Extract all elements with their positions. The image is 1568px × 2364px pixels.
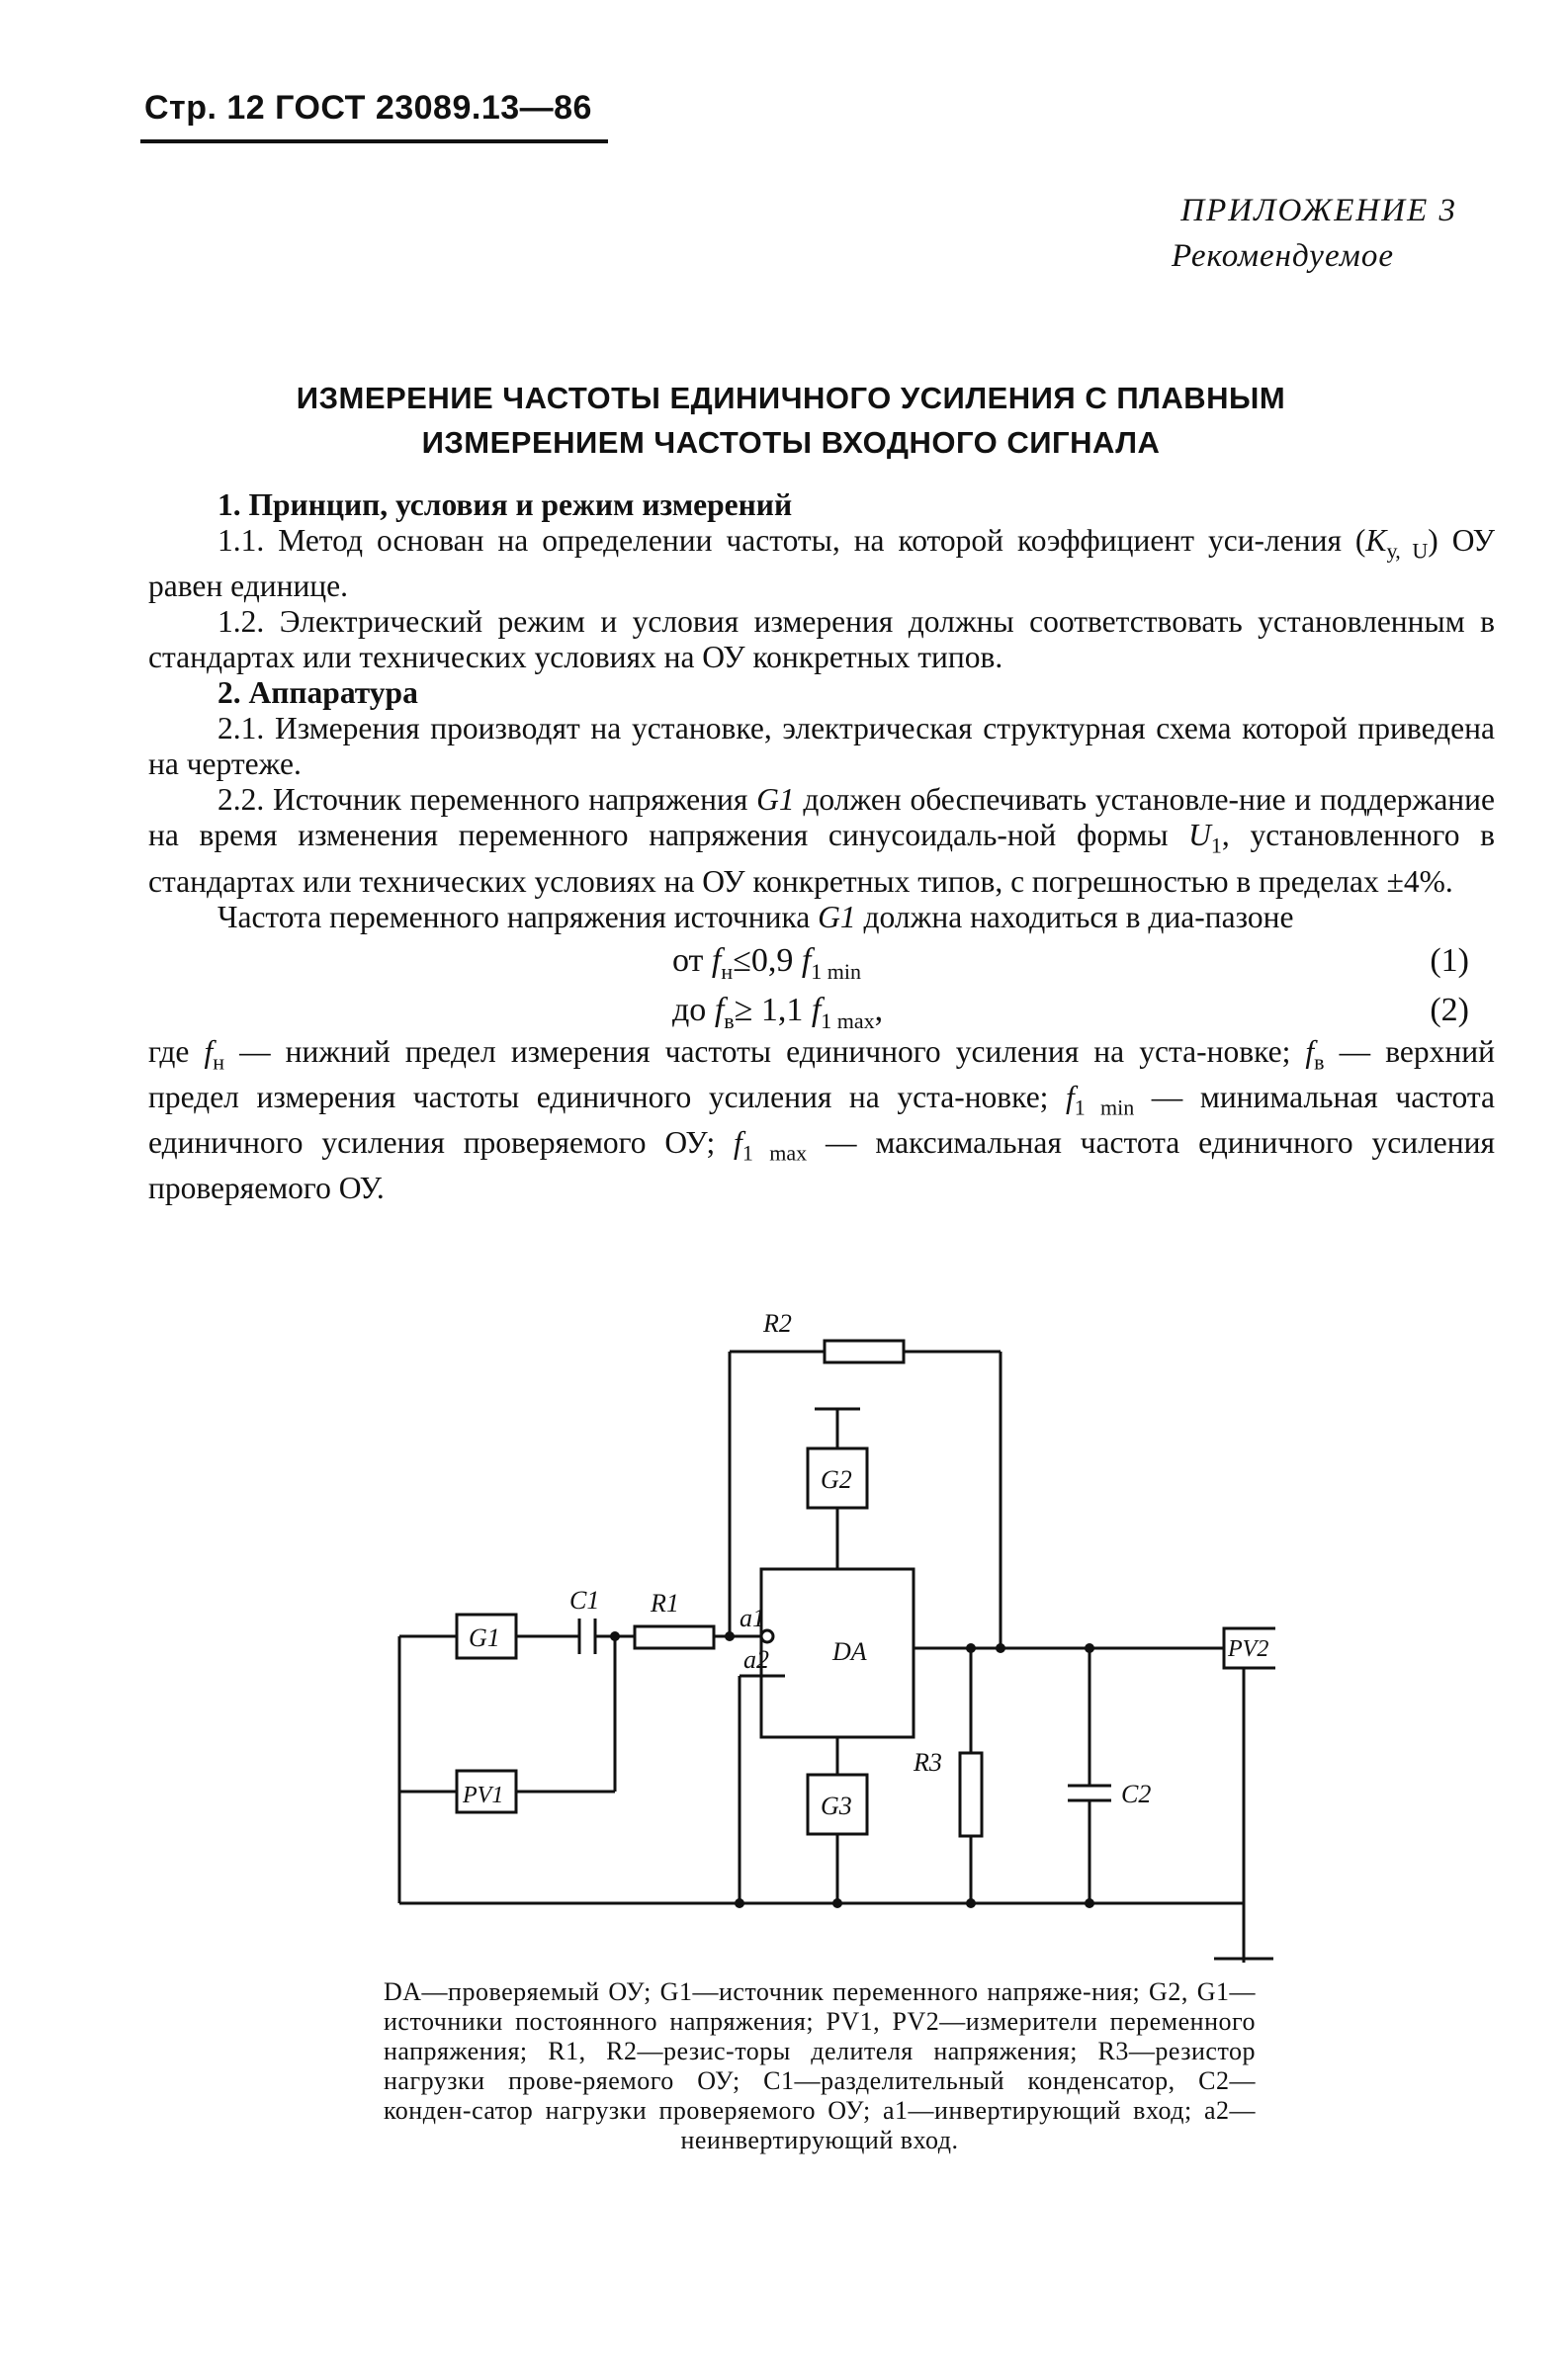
formula-1-rel: ≤0,9 — [733, 941, 802, 979]
formula-1 — [148, 935, 1495, 985]
formula-2-rel: ≥ 1,1 — [734, 991, 812, 1028]
p1-1-text-a: 1.1. Метод основан на определении частоты, на которой коэффициент уси-ления ( — [218, 523, 1366, 558]
junction-dot — [610, 1631, 620, 1641]
where-f3: f — [1066, 1079, 1075, 1114]
p2-2-text-b: должен обеспечивать установле-ние и поддержание на время изменения переменного напряжения синусоидаль-ной формы — [148, 782, 1495, 853]
where-a: где — [148, 1033, 205, 1069]
header-rule — [140, 139, 608, 143]
where-f4: f — [734, 1125, 742, 1161]
where-s4: 1 max — [741, 1140, 808, 1166]
label-c1: C1 — [569, 1586, 600, 1615]
label-a2: a2 — [743, 1645, 769, 1674]
appendix-label: ПРИЛОЖЕНИЕ 3 — [1180, 193, 1457, 228]
formula-1-sym: f — [711, 941, 722, 979]
formula-2-post: , — [874, 991, 884, 1028]
label-g1: G1 — [469, 1623, 500, 1652]
where-s2: в — [1314, 1048, 1325, 1074]
label-a1: a1 — [740, 1604, 765, 1632]
formula-2 — [148, 985, 1495, 1034]
formula-2-sym2: f — [811, 991, 822, 1028]
appendix-status: Рекомендуемое — [1171, 238, 1394, 274]
p2-3-text-b: должна находиться в диа-пазоне — [855, 899, 1294, 934]
p1-1-subscript: у, U — [1386, 538, 1429, 564]
where-f2: f — [1305, 1033, 1315, 1069]
paragraph-1-2: 1.2. Электрический режим и условия измерения должны соответствовать установленным в стандартах или технических условиях на ОУ конкретных типов. — [148, 604, 1495, 675]
junction-dot — [966, 1898, 976, 1908]
junction-dot — [832, 1898, 842, 1908]
r2-resistor — [825, 1341, 904, 1362]
label-c2: C2 — [1121, 1780, 1152, 1808]
label-r3: R3 — [914, 1748, 942, 1777]
paragraph-2-2 — [148, 782, 1495, 899]
r3-resistor — [960, 1753, 982, 1836]
p2-3-g1: G1 — [818, 899, 856, 934]
formula-1-pre: от — [672, 941, 712, 979]
formula-1-number: (1) — [1430, 941, 1469, 979]
title-line-1: ИЗМЕРЕНИЕ ЧАСТОТЫ ЕДИНИЧНОГО УСИЛЕНИЯ С ПЛАВНЫМ — [296, 381, 1286, 415]
where-d: — минимальная частота единичного усиления проверяемого ОУ; — [148, 1079, 1495, 1161]
formula-2-sym: f — [714, 991, 725, 1028]
junction-dot — [966, 1643, 976, 1653]
paragraph-2-1: 2.1. Измерения производят на установке, электрическая структурная схема которой приведена на чертеже. — [148, 711, 1495, 782]
where-c: — верхний предел измерения частоты единичного усиления на уста-новке; — [148, 1033, 1495, 1114]
label-g2: G2 — [821, 1465, 852, 1494]
junction-dot — [996, 1643, 1005, 1653]
title-line-2: ИЗМЕРЕНИЕМ ЧАСТОТЫ ВХОДНОГО СИГНАЛА — [421, 425, 1161, 460]
p1-1-text-b: ) ОУ равен единице. — [148, 523, 1495, 604]
junction-dot — [735, 1898, 744, 1908]
label-r1: R1 — [651, 1589, 679, 1618]
p2-2-text-a: 2.2. Источник переменного напряжения — [218, 782, 757, 818]
where-e: — максимальная частота единичного усиления проверяемого ОУ. — [148, 1125, 1495, 1206]
paragraph-2-3 — [148, 900, 1495, 935]
p2-2-u-sub: 1 — [1210, 832, 1222, 858]
p1-1-symbol: K — [1365, 523, 1387, 558]
paragraph-1-1 — [148, 523, 1495, 604]
where-b: — нижний предел измерения частоты единичного усиления на уста-новке; — [224, 1033, 1306, 1069]
label-r2: R2 — [763, 1310, 792, 1338]
appendix-block — [1172, 188, 1457, 279]
label-da: DA — [832, 1637, 867, 1666]
figure-caption: DA—проверяемый ОУ; G1—источник переменного напряже-ния; G2, G1—источники постоянного напряжения; PV1, PV2—измерители переменного напряжения; R1, R2—резис-торы делителя напряжения; R3—резистор нагрузки прове-ряемого ОУ; C1—разделительный конденсатор, C2—конден-сатор нагрузки проверяемого ОУ; a1—инвертирующий вход; a2—неинвертирующий вход. — [384, 1977, 1256, 2154]
where-s1: н — [213, 1048, 224, 1074]
document-title — [148, 376, 1434, 465]
where-s3: 1 min — [1074, 1094, 1135, 1120]
formula-1-sym2: f — [801, 941, 812, 979]
where-paragraph — [148, 1034, 1495, 1207]
junction-dot — [1085, 1643, 1094, 1653]
p2-2-u: U — [1188, 818, 1211, 853]
p2-3-text-a: Частота переменного напряжения источника — [218, 899, 819, 934]
body-text — [148, 487, 1495, 1206]
formula-1-sub: н — [721, 958, 734, 984]
section-1-heading: 1. Принцип, условия и режим измерений — [218, 487, 793, 522]
page-header: Стр. 12 ГОСТ 23089.13—86 — [144, 89, 592, 127]
p2-2-text-c: , установленного в стандартах или технических условиях на ОУ конкретных типов, с погрешностью в пределах ±4%. — [148, 818, 1495, 899]
p2-2-g1: G1 — [756, 782, 795, 818]
formula-1-sub2: 1 min — [811, 958, 862, 984]
formula-2-sub: в — [724, 1007, 735, 1033]
r1-resistor — [635, 1626, 714, 1648]
junction-dot — [725, 1631, 735, 1641]
junction-dot — [1085, 1898, 1094, 1908]
formula-2-sub2: 1 max — [821, 1007, 875, 1033]
label-pv2: PV2 — [1228, 1636, 1269, 1662]
formula-2-pre: до — [672, 991, 715, 1028]
where-f1: f — [204, 1033, 214, 1069]
label-pv1: PV1 — [463, 1783, 504, 1808]
formula-2-number: (2) — [1430, 991, 1469, 1028]
label-g3: G3 — [821, 1792, 852, 1820]
section-2-heading: 2. Аппаратура — [218, 675, 418, 711]
circuit-diagram — [386, 1310, 1275, 1963]
